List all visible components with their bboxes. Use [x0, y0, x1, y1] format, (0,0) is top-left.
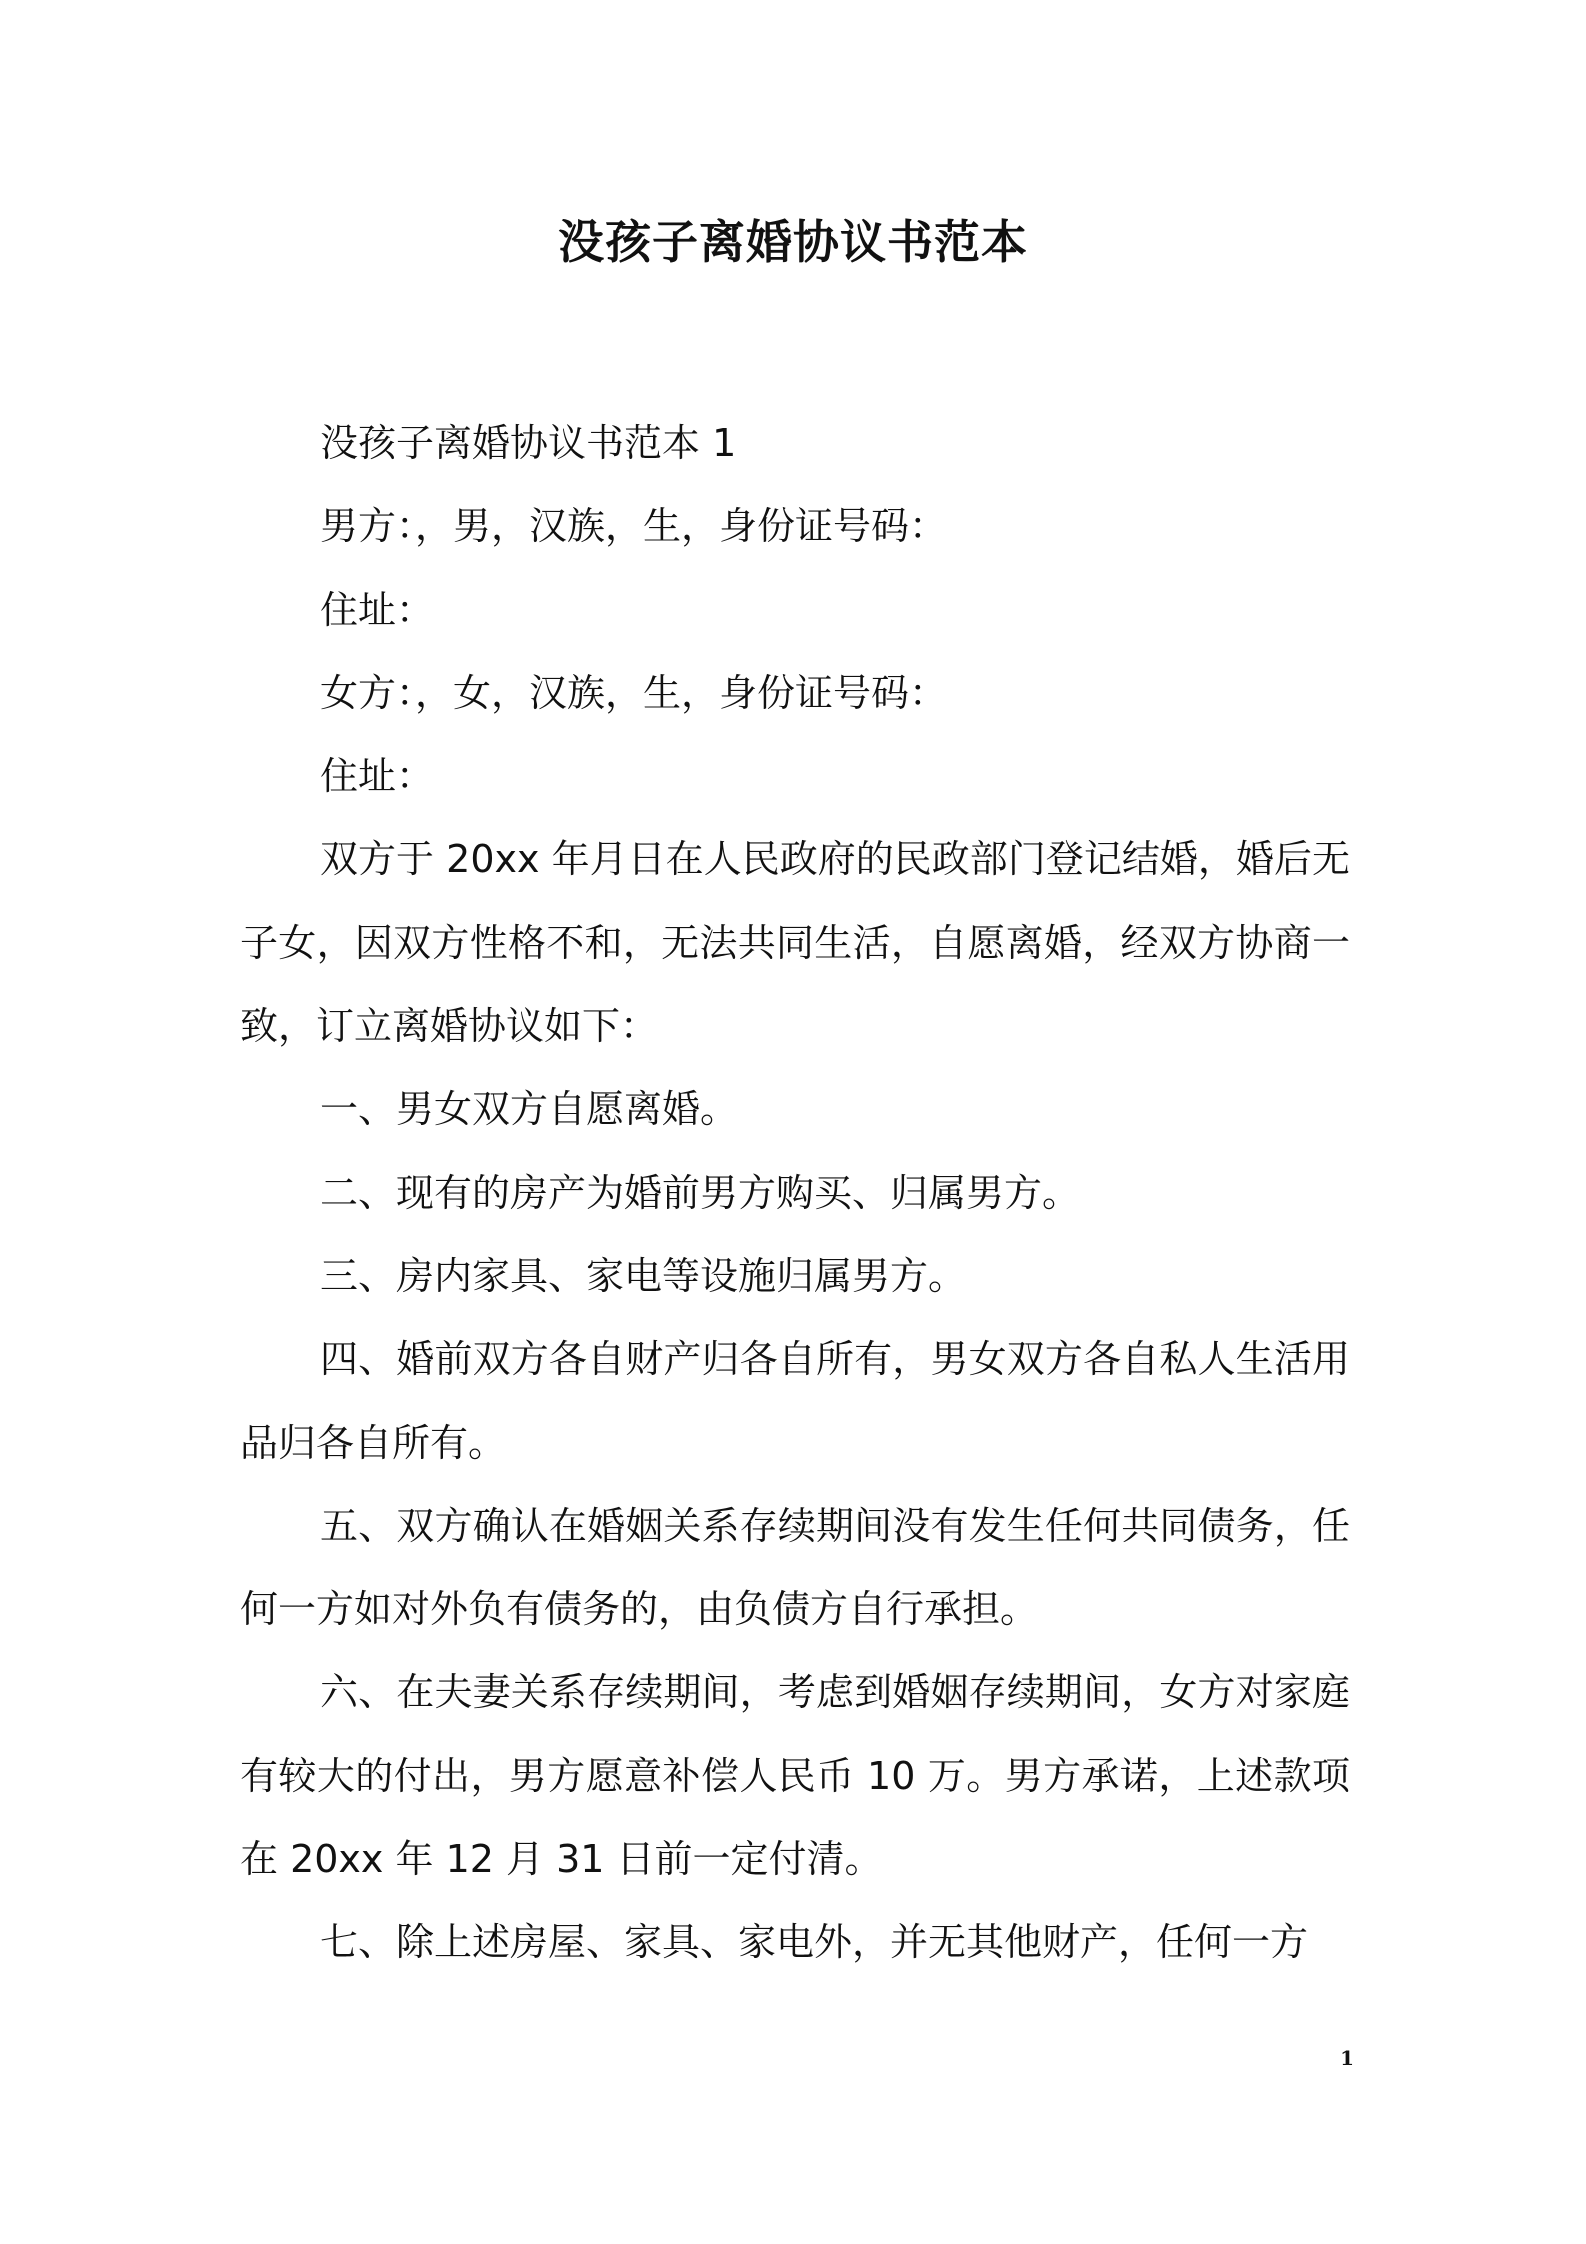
- paragraph-clause-4: 四、婚前双方各自财产归各自所有，男女双方各自私人生活用品归各自所有。: [240, 1337, 1350, 1465]
- paragraph-clause-2: 二、现有的房产为婚前男方购买、归属男方。: [320, 1170, 1081, 1215]
- paragraph-clause-1: 一、男女双方自愿离婚。: [320, 1087, 739, 1132]
- paragraph-male-party: 男方：，男，汉族，生，身份证号码：: [320, 504, 948, 549]
- paragraph-female-party: 女方：，女，汉族，生，身份证号码：: [320, 670, 948, 715]
- paragraph-clause-3: 三、房内家具、家电等设施归属男方。: [320, 1253, 967, 1298]
- page-number: 1: [1340, 2046, 1354, 2070]
- paragraph-intro: 双方于 20xx 年月日在人民政府的民政部门登记结婚，婚后无子女，因双方性格不和，无法共同生活，自愿离婚，经双方协商一致，订立离婚协议如下：: [240, 837, 1350, 1049]
- paragraph-heading: 没孩子离婚协议书范本 1: [320, 421, 737, 465]
- paragraph-clause-5: 五、双方确认在婚姻关系存续期间没有发生任何共同债务，任何一方如对外负有债务的，由负债方自行承担。: [240, 1503, 1350, 1632]
- document-body: [240, 402, 1350, 1985]
- paragraph-clause-6: 六、在夫妻关系存续期间，考虑到婚姻存续期间，女方对家庭有较大的付出，男方愿意补偿人民币 10 万。男方承诺，上述款项在 20xx 年 12 月 31 日前一定付清。: [240, 1670, 1350, 1882]
- paragraph-female-address: 住址：: [320, 754, 435, 799]
- document-title: 没孩子离婚协议书范本: [558, 215, 1028, 269]
- paragraph-clause-7: 七、除上述房屋、家具、家电外，并无其他财产，任何一方: [320, 1920, 1309, 1965]
- paragraph-male-address: 住址：: [320, 587, 435, 632]
